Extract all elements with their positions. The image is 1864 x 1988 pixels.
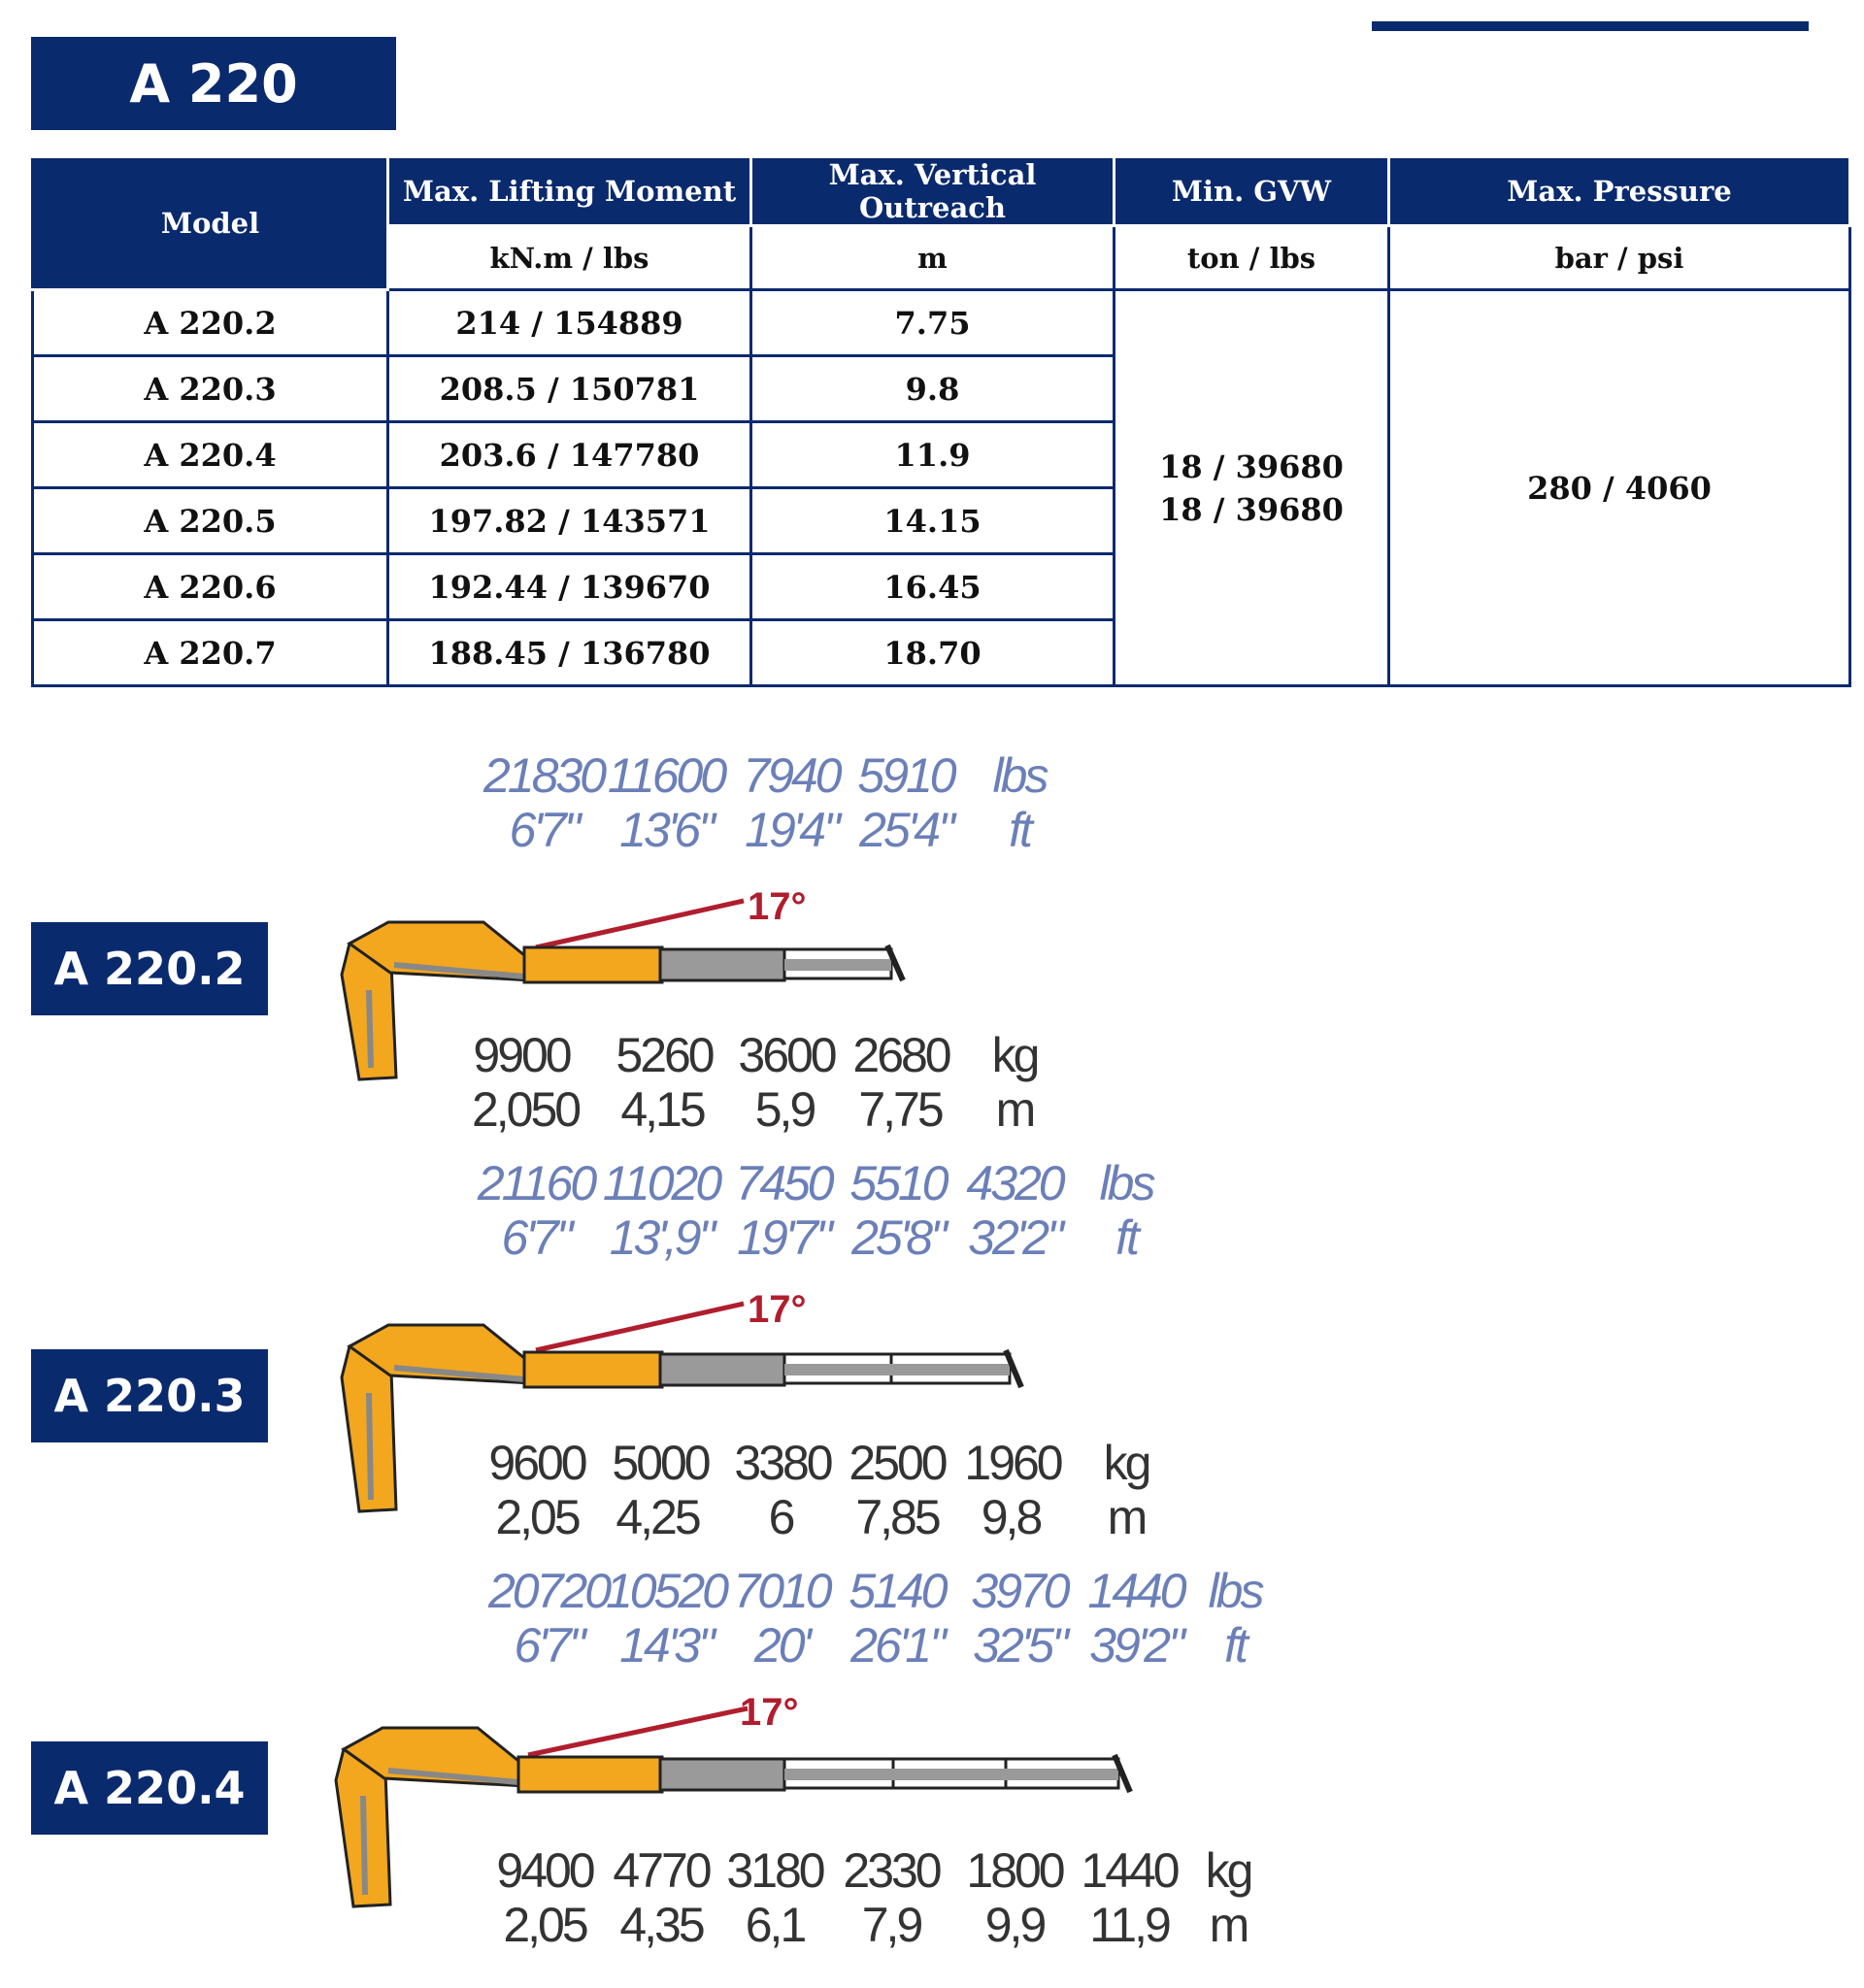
m-unit: m (1107, 1490, 1146, 1544)
reach-m: 9,8 (981, 1490, 1041, 1544)
load-kg: 1960 (964, 1436, 1061, 1490)
spec-table (31, 155, 1851, 687)
row-model: A 220.5 (33, 488, 388, 554)
page-title: A 220 (31, 37, 396, 130)
m-unit: m (995, 1082, 1034, 1137)
reach-m: 4,15 (620, 1082, 704, 1137)
load-kg: 5260 (616, 1028, 713, 1082)
unit-max-pressure: bar / psi (1389, 226, 1850, 290)
row-outreach: 14.15 (751, 488, 1115, 554)
load-lbs: 3970 (971, 1564, 1068, 1618)
load-kg: 5000 (612, 1436, 709, 1490)
load-kg: 2330 (843, 1843, 940, 1898)
load-kg: 3180 (726, 1843, 823, 1898)
unit-min-gvw: ton / lbs (1115, 226, 1389, 290)
row-model: A 220.7 (33, 620, 388, 686)
reach-m: 2,050 (471, 1082, 580, 1137)
load-lbs: 7450 (735, 1156, 832, 1210)
top-decorative-rule (1372, 21, 1809, 31)
reach-m: 11,9 (1089, 1898, 1169, 1952)
load-lbs: 5510 (849, 1156, 947, 1210)
row-outreach: 7.75 (751, 290, 1115, 356)
reach-ft: 19'7" (737, 1210, 830, 1265)
lbs-unit: lbs (1208, 1564, 1262, 1618)
load-lbs: 5910 (857, 748, 954, 803)
header-min-gvw: Min. GVW (1115, 157, 1389, 226)
reach-m: 7,85 (855, 1490, 939, 1544)
load-kg: 9400 (496, 1843, 593, 1898)
load-kg: 2680 (852, 1028, 949, 1082)
reach-ft: 25'4" (859, 803, 952, 857)
load-kg: 2500 (849, 1436, 946, 1490)
lbs-unit: lbs (1099, 1156, 1153, 1210)
table-row (33, 290, 1850, 356)
header-vertical-outreach: Max. Vertical Outreach (751, 157, 1115, 226)
ft-unit: ft (1224, 1618, 1246, 1673)
reach-ft: 19'4" (745, 803, 838, 857)
header-model: Model (33, 157, 388, 290)
row-lifting: 197.82 / 143571 (388, 488, 751, 554)
load-lbs: 21830 (483, 748, 605, 803)
boom-section-2 (660, 1354, 784, 1385)
load-lbs: 7940 (743, 748, 840, 803)
reach-ft: 6'7" (514, 1618, 583, 1673)
reach-m: 2,05 (495, 1490, 579, 1544)
row-model: A 220.3 (33, 356, 388, 422)
load-kg: 3600 (738, 1028, 835, 1082)
reach-ft: 32'5" (973, 1618, 1066, 1673)
kg-unit: kg (1103, 1436, 1149, 1490)
header-lifting-moment: Max. Lifting Moment (388, 157, 751, 226)
load-lbs: 7010 (733, 1564, 830, 1618)
gvw-value: 18 / 39680 (1159, 447, 1344, 485)
angle-line (528, 1708, 748, 1755)
row-outreach: 16.45 (751, 554, 1115, 620)
load-kg: 9600 (488, 1436, 585, 1490)
reach-m: 6 (768, 1490, 793, 1544)
reach-ft: 26'1" (850, 1618, 944, 1673)
row-lifting: 203.6 / 147780 (388, 422, 751, 488)
pressure-value: 280 / 4060 (1389, 290, 1850, 686)
reach-ft: 20' (753, 1618, 810, 1673)
load-lbs: 4320 (966, 1156, 1063, 1210)
ft-unit: ft (1115, 1210, 1137, 1265)
kg-unit: kg (1205, 1843, 1251, 1898)
header-max-pressure: Max. Pressure (1389, 157, 1850, 226)
load-kg: 9900 (473, 1028, 570, 1082)
row-lifting: 192.44 / 139670 (388, 554, 751, 620)
unit-lifting-moment: kN.m / lbs (388, 226, 751, 290)
row-model: A 220.6 (33, 554, 388, 620)
boom-section-2 (660, 949, 784, 980)
reach-m: 5,9 (754, 1082, 815, 1137)
model-label: A 220.3 (31, 1349, 268, 1442)
reach-ft: 13'6" (619, 803, 713, 857)
row-outreach: 18.70 (751, 620, 1115, 686)
ft-unit: ft (1009, 803, 1030, 857)
row-model: A 220.2 (33, 290, 388, 356)
reach-ft: 14'3" (619, 1618, 713, 1673)
load-kg: 4770 (613, 1843, 710, 1898)
row-lifting: 214 / 154889 (388, 290, 751, 356)
reach-ft: 6'7" (509, 803, 579, 857)
kg-unit: kg (991, 1028, 1038, 1082)
boom-section-1 (524, 947, 662, 982)
load-lbs: 20720 (487, 1564, 610, 1618)
load-lbs: 1440 (1087, 1564, 1184, 1618)
reach-m: 9,9 (984, 1898, 1045, 1952)
row-lifting: 208.5 / 150781 (388, 356, 751, 422)
row-outreach: 9.8 (751, 356, 1115, 422)
load-kg: 1440 (1081, 1843, 1178, 1898)
reach-m: 7,75 (858, 1082, 942, 1137)
reach-ft: 13',9" (609, 1210, 714, 1265)
reach-ft: 6'7" (501, 1210, 571, 1265)
reach-ft: 25'8" (851, 1210, 945, 1265)
reach-m: 4,25 (616, 1490, 699, 1544)
load-lbs: 11600 (607, 748, 725, 803)
gvw-value: 18 / 39680 (1159, 490, 1344, 528)
boom-section-1 (518, 1757, 662, 1792)
load-kg: 3380 (734, 1436, 831, 1490)
boom-section-1 (524, 1352, 662, 1387)
reach-m: 2,05 (503, 1898, 586, 1952)
load-lbs: 10520 (605, 1564, 727, 1618)
boom-angle-label: 17° (748, 1288, 807, 1331)
boom-angle-label: 17° (740, 1691, 799, 1734)
lbs-unit: lbs (992, 748, 1047, 803)
load-lbs: 21160 (477, 1156, 595, 1210)
load-lbs: 5140 (849, 1564, 946, 1618)
boom-angle-label: 17° (748, 885, 807, 928)
boom-section-2 (660, 1759, 784, 1790)
model-label: A 220.2 (31, 922, 268, 1015)
reach-ft: 39'2" (1089, 1618, 1182, 1673)
reach-m: 4,35 (619, 1898, 703, 1952)
row-lifting: 188.45 / 136780 (388, 620, 751, 686)
angle-line (536, 1304, 744, 1350)
m-unit: m (1209, 1898, 1248, 1952)
model-label: A 220.4 (31, 1741, 268, 1835)
unit-vertical-outreach: m (751, 226, 1115, 290)
load-kg: 1800 (966, 1843, 1063, 1898)
gvw-cell (1115, 290, 1389, 686)
row-outreach: 11.9 (751, 422, 1115, 488)
angle-line (536, 901, 744, 947)
reach-ft: 32'2" (968, 1210, 1061, 1265)
row-model: A 220.4 (33, 422, 388, 488)
reach-m: 6,1 (745, 1898, 805, 1952)
load-lbs: 11020 (602, 1156, 720, 1210)
reach-m: 7,9 (861, 1898, 921, 1952)
